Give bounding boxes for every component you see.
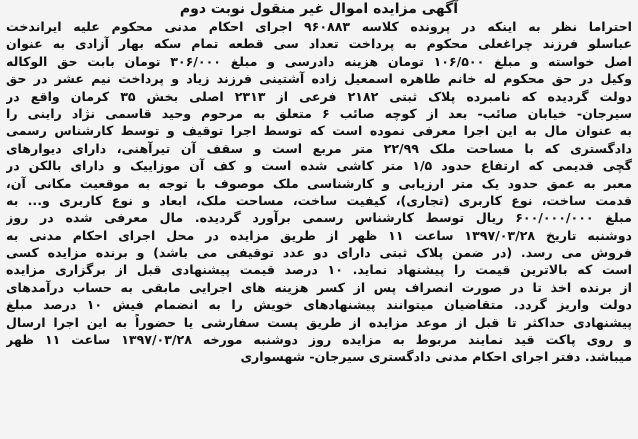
notice-line: قدمت ساخت، نوع کاربری (تجاری)، کیفیت ساخت، مساحت ملک، ابعاد و نوع کاربری و... به bbox=[6, 192, 632, 208]
notice-line: فروش می رسد. (در ضمن پلاک ثبتی دارای دو عدد توقیفی می باشد) و برنده مزایده کسی bbox=[6, 245, 632, 261]
notice-title: آگهی مزایده اموال غیر منقول نوبت دوم bbox=[179, 1, 459, 17]
notice-line: و روی پاکت قید نمایند مربوط به مزایده روز دوشنبه مورخه ۱۳۹۷/۰۳/۲۸ ساعت ۱۱ ظهر bbox=[6, 332, 632, 348]
notice-line: سیرجان- خیابان صائب- بعد از کوچه صائب ۶ متعلق به مرحوم وحید قاسمی نژاد راینی را bbox=[6, 105, 632, 121]
notice-line: دولت گردیده که نامبرده پلاک ثبتی ۲۱۸۲ فرعی از ۲۳۱۳ اصلی بخش ۳۵ کرمان واقع در bbox=[6, 88, 632, 104]
notice-line: است که بالاترین قیمت را پیشنهاد نماید. ۱۰ درصد قیمت پیشنهادی قبل از برگزاری مزایده bbox=[6, 262, 632, 278]
notice-body bbox=[6, 18, 632, 366]
notice-line: مبلغ ۶۰۰/۰۰۰/۰۰۰ ریال توسط کارشناس رسمی برآورد گردیده. مال معرفی شده در روز bbox=[6, 210, 632, 226]
notice-line: دوشنبه تاریخ ۱۳۹۷/۰۳/۲۸ ساعت ۱۱ ظهر از طریق مزایده در محل اجرای احکام مدنی به bbox=[6, 227, 632, 243]
notice-line: احتراما نظر به اینکه در پرونده کلاسه ۹۶۰۸۸۳ اجرای احکام مدنی محکوم علیه ایراندخت bbox=[6, 19, 632, 34]
notice-line: پیشنهادی حداکثر تا قبل از موعد مزایده از طریق پست سفارشی یا حضوراً به این اجرا ارسال bbox=[6, 314, 632, 330]
notice-line: گچی قدیمی که ارتفاع حدود ۱/۵ متر کاشی شده است و کف آن موزاییک و دارای بالکن در bbox=[6, 158, 632, 174]
notice-line: دادگستری که با مساحت ملک ۲۲/۹۹ متر مربع است و سقف آن تیرآهنی، دارای دیوارهای bbox=[6, 140, 632, 156]
notice-line: به عنوان مال به این اجرا معرفی نموده است که توسط اجرا توقیف و توسط کارشناس رسمی bbox=[6, 123, 632, 139]
notice-line: عباسلو فرزند چراغعلی محکوم به پرداخت تعداد سی قطعه تمام سکه بهار آزادی به عنوان bbox=[6, 36, 632, 52]
notice-line: از برنده اخذ تا در صورت انصراف پس از کسر هزینه های اجرایی مابقی به حساب درآمدهای bbox=[6, 279, 632, 295]
notice-line: میباشد. دفتر اجرای احکام مدنی دادگستری سیرجان- شهسواری bbox=[240, 349, 632, 365]
notice-line: معبر به عمق حدود یک متر ارزیابی و کارشناسی ملک موصوف با توجه به موقعیت مکانی آن، bbox=[6, 175, 632, 191]
notice-line: اصل خواسته و مبلغ ۱۰۶/۵۰۰ تومان هزینه دادرسی و مبلغ ۳۰۶/۰۰۰ تومان بابت حق الوکاله bbox=[6, 53, 632, 69]
notice-line: وکیل در حق محکوم له خانم طاهره اسمعیل زاده آشتینی فرزند زیاد و پرداخت نیم عشر در حق bbox=[6, 71, 632, 87]
notice-line: دولت واریز گردد. متقاضیان میتوانند پیشنهادهای خویش را به انضمام فیش ۱۰ درصد مبلغ bbox=[6, 297, 632, 313]
